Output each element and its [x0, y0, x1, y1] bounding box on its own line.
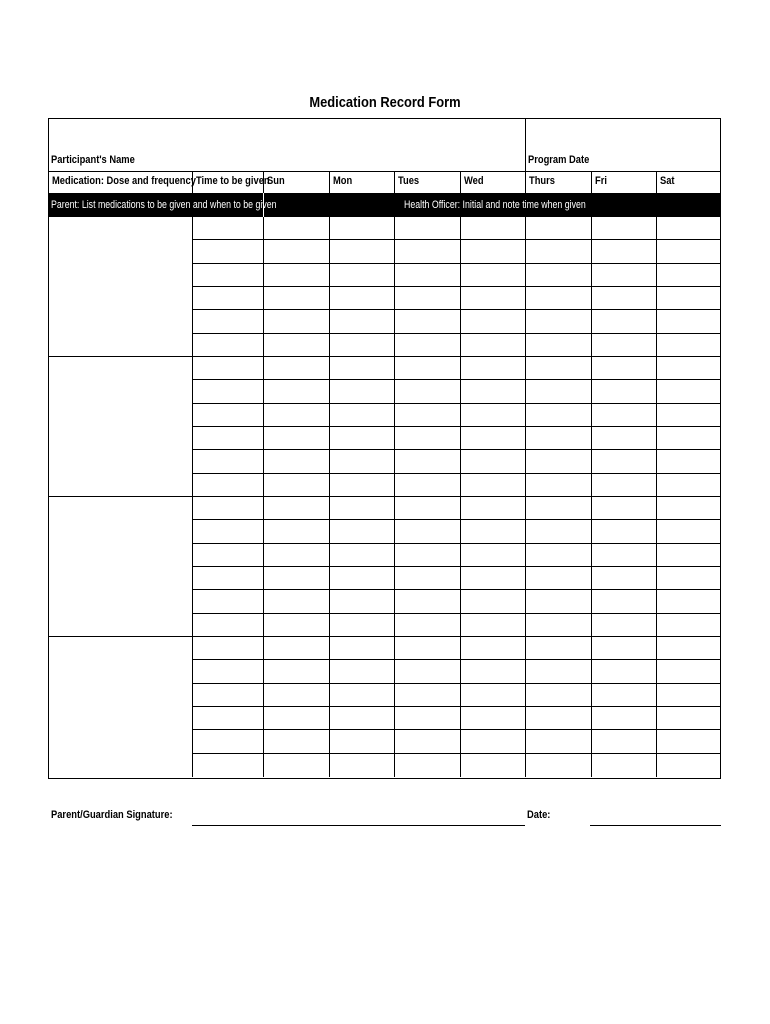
day-cell[interactable]: [592, 684, 657, 707]
day-cell[interactable]: [264, 520, 330, 543]
header-wed: [461, 171, 526, 193]
header-sat: [657, 171, 720, 193]
schedule-row: [193, 567, 720, 590]
day-cell[interactable]: [264, 614, 330, 637]
time-cell[interactable]: [193, 660, 264, 683]
day-cell[interactable]: [330, 660, 395, 683]
schedule-row: [193, 450, 720, 473]
day-cell[interactable]: [526, 450, 592, 473]
day-cell[interactable]: [592, 264, 657, 287]
medication-entry-cell[interactable]: [49, 637, 193, 777]
day-cell[interactable]: [264, 497, 330, 520]
day-cell[interactable]: [264, 544, 330, 567]
schedule-row: [193, 754, 720, 777]
header-tues: [395, 171, 461, 193]
day-cell[interactable]: [526, 380, 592, 403]
day-cell[interactable]: [526, 474, 592, 497]
day-cell[interactable]: [592, 544, 657, 567]
day-cell[interactable]: [657, 264, 720, 287]
header-medication: [49, 171, 196, 193]
day-cell[interactable]: [461, 637, 526, 660]
schedule-row: [193, 590, 720, 613]
day-cell[interactable]: [592, 287, 657, 310]
header-thurs: [526, 171, 592, 193]
day-cell[interactable]: [657, 240, 720, 263]
time-cell[interactable]: [193, 520, 264, 543]
program-date-divider: [525, 119, 526, 171]
day-cell[interactable]: [395, 567, 461, 590]
time-cell[interactable]: [193, 217, 264, 240]
day-cell[interactable]: [395, 544, 461, 567]
day-cell[interactable]: [592, 357, 657, 380]
day-cell[interactable]: [264, 264, 330, 287]
medication-group: [49, 217, 720, 357]
day-cell[interactable]: [330, 590, 395, 613]
day-cell[interactable]: [592, 707, 657, 730]
parent-instruction: Parent: List medications to be given and when to be given: [51, 199, 277, 211]
day-cell[interactable]: [657, 730, 720, 753]
time-cell[interactable]: [193, 637, 264, 660]
header-sun: [264, 171, 330, 193]
header-mon-label: Mon: [333, 175, 353, 187]
schedule-row: [193, 310, 720, 333]
day-cell[interactable]: [264, 404, 330, 427]
day-cell[interactable]: [395, 684, 461, 707]
day-cell[interactable]: [657, 754, 720, 777]
day-cell[interactable]: [461, 544, 526, 567]
day-cell[interactable]: [330, 567, 395, 590]
day-cell[interactable]: [395, 754, 461, 777]
day-cell[interactable]: [330, 357, 395, 380]
schedule-row: [193, 520, 720, 543]
column-header-row: [49, 171, 720, 193]
day-cell[interactable]: [395, 637, 461, 660]
day-cell[interactable]: [330, 637, 395, 660]
day-cell[interactable]: [330, 450, 395, 473]
day-cell[interactable]: [657, 380, 720, 403]
day-cell[interactable]: [592, 217, 657, 240]
day-cell[interactable]: [526, 334, 592, 357]
date-label: Date:: [527, 809, 551, 821]
day-cell[interactable]: [526, 614, 592, 637]
schedule-row: [193, 497, 720, 520]
time-cell[interactable]: [193, 474, 264, 497]
time-cell[interactable]: [193, 614, 264, 637]
day-cell[interactable]: [264, 450, 330, 473]
day-cell[interactable]: [526, 684, 592, 707]
day-cell[interactable]: [395, 404, 461, 427]
day-cell[interactable]: [657, 310, 720, 333]
day-cell[interactable]: [395, 357, 461, 380]
day-cell[interactable]: [395, 264, 461, 287]
day-cell[interactable]: [461, 427, 526, 450]
day-cell[interactable]: [592, 474, 657, 497]
day-cell[interactable]: [592, 380, 657, 403]
day-cell[interactable]: [395, 427, 461, 450]
day-cell[interactable]: [592, 637, 657, 660]
medication-group: [49, 357, 720, 497]
day-cell[interactable]: [395, 450, 461, 473]
time-cell[interactable]: [193, 404, 264, 427]
header-sat-label: Sat: [660, 175, 675, 187]
day-cell[interactable]: [264, 590, 330, 613]
day-cell[interactable]: [395, 497, 461, 520]
schedule-row: [193, 287, 720, 310]
day-cell[interactable]: [657, 637, 720, 660]
day-cell[interactable]: [264, 217, 330, 240]
participant-name-label: Participant's Name: [51, 154, 135, 166]
day-cell[interactable]: [395, 287, 461, 310]
day-cell[interactable]: [657, 544, 720, 567]
day-cell[interactable]: [526, 310, 592, 333]
time-cell[interactable]: [193, 590, 264, 613]
day-cell[interactable]: [330, 240, 395, 263]
medication-entry-cell[interactable]: [49, 357, 193, 496]
day-cell[interactable]: [330, 754, 395, 777]
day-cell[interactable]: [592, 660, 657, 683]
day-cell[interactable]: [330, 707, 395, 730]
day-cell[interactable]: [592, 240, 657, 263]
medication-record-table: [48, 118, 721, 779]
medication-group: [49, 497, 720, 637]
day-cell[interactable]: [526, 427, 592, 450]
day-cell[interactable]: [264, 334, 330, 357]
day-cell[interactable]: [461, 730, 526, 753]
day-cell[interactable]: [526, 217, 592, 240]
day-cell[interactable]: [657, 520, 720, 543]
signature-label: Parent/Guardian Signature:: [51, 809, 173, 821]
day-cell[interactable]: [461, 660, 526, 683]
day-cell[interactable]: [461, 264, 526, 287]
day-cell[interactable]: [264, 684, 330, 707]
day-cell[interactable]: [461, 754, 526, 777]
day-cell[interactable]: [592, 334, 657, 357]
day-cell[interactable]: [657, 474, 720, 497]
day-cell[interactable]: [657, 357, 720, 380]
day-cell[interactable]: [657, 614, 720, 637]
day-cell[interactable]: [461, 474, 526, 497]
day-cell[interactable]: [264, 357, 330, 380]
time-cell[interactable]: [193, 684, 264, 707]
parent-instruction-cell: [49, 193, 277, 217]
day-cell[interactable]: [395, 730, 461, 753]
day-cell[interactable]: [526, 544, 592, 567]
date-field[interactable]: [590, 825, 721, 826]
day-cell[interactable]: [592, 754, 657, 777]
day-cell[interactable]: [330, 404, 395, 427]
day-cell[interactable]: [395, 334, 461, 357]
day-cell[interactable]: [657, 684, 720, 707]
day-cell[interactable]: [330, 497, 395, 520]
day-cell[interactable]: [330, 520, 395, 543]
schedule-block: [193, 217, 720, 356]
header-tues-label: Tues: [398, 175, 420, 187]
day-cell[interactable]: [330, 380, 395, 403]
day-cell[interactable]: [330, 544, 395, 567]
day-cell[interactable]: [461, 287, 526, 310]
day-cell[interactable]: [264, 380, 330, 403]
program-date-label: Program Date: [528, 154, 590, 166]
schedule-row: [193, 660, 720, 683]
day-cell[interactable]: [592, 567, 657, 590]
day-cell[interactable]: [461, 310, 526, 333]
day-cell[interactable]: [264, 707, 330, 730]
medication-entry-cell[interactable]: [49, 497, 193, 636]
day-cell[interactable]: [461, 380, 526, 403]
health-officer-instruction: Health Officer: Initial and note time when given: [404, 199, 586, 211]
schedule-block: [193, 497, 720, 636]
day-cell[interactable]: [526, 264, 592, 287]
day-cell[interactable]: [461, 520, 526, 543]
medication-entry-cell[interactable]: [49, 217, 193, 356]
day-cell[interactable]: [657, 404, 720, 427]
header-mon: [330, 171, 395, 193]
day-cell[interactable]: [526, 707, 592, 730]
day-cell[interactable]: [395, 310, 461, 333]
day-cell[interactable]: [461, 497, 526, 520]
day-cell[interactable]: [526, 730, 592, 753]
time-cell[interactable]: [193, 240, 264, 263]
day-cell[interactable]: [461, 590, 526, 613]
day-cell[interactable]: [657, 660, 720, 683]
header-wed-label: Wed: [464, 175, 484, 187]
schedule-block: [193, 637, 720, 777]
day-cell[interactable]: [526, 240, 592, 263]
medication-grid: [49, 217, 720, 777]
time-cell[interactable]: [193, 754, 264, 777]
day-cell[interactable]: [330, 217, 395, 240]
schedule-row: [193, 334, 720, 357]
time-cell[interactable]: [193, 544, 264, 567]
day-cell[interactable]: [395, 380, 461, 403]
day-cell[interactable]: [330, 730, 395, 753]
day-cell[interactable]: [330, 334, 395, 357]
day-cell[interactable]: [592, 730, 657, 753]
day-cell[interactable]: [461, 450, 526, 473]
time-cell[interactable]: [193, 334, 264, 357]
schedule-row: [193, 404, 720, 427]
time-cell[interactable]: [193, 310, 264, 333]
schedule-row: [193, 614, 720, 637]
day-cell[interactable]: [395, 707, 461, 730]
day-cell[interactable]: [592, 614, 657, 637]
schedule-row: [193, 427, 720, 450]
time-cell[interactable]: [193, 707, 264, 730]
day-cell[interactable]: [330, 684, 395, 707]
day-cell[interactable]: [592, 497, 657, 520]
day-cell[interactable]: [461, 357, 526, 380]
day-cell[interactable]: [461, 614, 526, 637]
day-cell[interactable]: [395, 217, 461, 240]
day-cell[interactable]: [461, 334, 526, 357]
day-cell[interactable]: [264, 287, 330, 310]
day-cell[interactable]: [592, 427, 657, 450]
day-cell[interactable]: [395, 520, 461, 543]
day-cell[interactable]: [526, 567, 592, 590]
header-fri-label: Fri: [595, 175, 607, 187]
day-cell[interactable]: [526, 497, 592, 520]
signature-field[interactable]: [192, 825, 525, 826]
header-time: [193, 171, 270, 193]
schedule-row: [193, 240, 720, 263]
day-cell[interactable]: [526, 520, 592, 543]
day-cell[interactable]: [264, 310, 330, 333]
day-cell[interactable]: [330, 614, 395, 637]
medication-group: [49, 637, 720, 777]
time-cell[interactable]: [193, 357, 264, 380]
day-cell[interactable]: [526, 287, 592, 310]
header-time-label: Time to be given: [196, 175, 270, 187]
day-cell[interactable]: [264, 730, 330, 753]
day-cell[interactable]: [592, 310, 657, 333]
header-fri: [592, 171, 657, 193]
time-cell[interactable]: [193, 450, 264, 473]
form-title: Medication Record Form: [309, 94, 461, 111]
day-cell[interactable]: [264, 474, 330, 497]
day-cell[interactable]: [395, 474, 461, 497]
day-cell[interactable]: [592, 520, 657, 543]
time-cell[interactable]: [193, 427, 264, 450]
day-cell[interactable]: [461, 217, 526, 240]
day-cell[interactable]: [461, 404, 526, 427]
day-cell[interactable]: [330, 474, 395, 497]
schedule-block: [193, 357, 720, 496]
time-cell[interactable]: [193, 380, 264, 403]
schedule-row: [193, 730, 720, 753]
day-cell[interactable]: [526, 660, 592, 683]
schedule-row: [193, 357, 720, 380]
day-cell[interactable]: [264, 754, 330, 777]
day-cell[interactable]: [592, 404, 657, 427]
day-cell[interactable]: [526, 357, 592, 380]
day-cell[interactable]: [395, 660, 461, 683]
day-cell[interactable]: [264, 427, 330, 450]
day-cell[interactable]: [264, 637, 330, 660]
day-cell[interactable]: [657, 567, 720, 590]
day-cell[interactable]: [657, 707, 720, 730]
day-cell[interactable]: [330, 310, 395, 333]
instruction-bar: [49, 193, 720, 217]
day-cell[interactable]: [657, 427, 720, 450]
day-cell[interactable]: [592, 590, 657, 613]
day-cell[interactable]: [264, 660, 330, 683]
time-cell[interactable]: [193, 497, 264, 520]
day-cell[interactable]: [657, 590, 720, 613]
time-cell[interactable]: [193, 264, 264, 287]
schedule-row: [193, 707, 720, 730]
day-cell[interactable]: [657, 497, 720, 520]
day-cell[interactable]: [461, 567, 526, 590]
schedule-row: [193, 684, 720, 707]
schedule-row: [193, 474, 720, 497]
day-cell[interactable]: [461, 684, 526, 707]
day-cell[interactable]: [395, 240, 461, 263]
day-cell[interactable]: [330, 287, 395, 310]
day-cell[interactable]: [395, 590, 461, 613]
schedule-row: [193, 217, 720, 240]
day-cell[interactable]: [461, 240, 526, 263]
day-cell[interactable]: [395, 614, 461, 637]
day-cell[interactable]: [264, 567, 330, 590]
day-cell[interactable]: [330, 427, 395, 450]
day-cell[interactable]: [657, 334, 720, 357]
day-cell[interactable]: [526, 590, 592, 613]
day-cell[interactable]: [657, 217, 720, 240]
time-cell[interactable]: [193, 730, 264, 753]
time-cell[interactable]: [193, 287, 264, 310]
schedule-row: [193, 264, 720, 287]
header-sun-label: Sun: [267, 175, 285, 187]
schedule-row: [193, 544, 720, 567]
day-cell[interactable]: [657, 287, 720, 310]
day-cell[interactable]: [461, 707, 526, 730]
day-cell[interactable]: [526, 754, 592, 777]
day-cell[interactable]: [592, 450, 657, 473]
schedule-row: [193, 380, 720, 403]
day-cell[interactable]: [264, 240, 330, 263]
header-thurs-label: Thurs: [529, 175, 555, 187]
day-cell[interactable]: [526, 637, 592, 660]
schedule-row: [193, 637, 720, 660]
day-cell[interactable]: [330, 264, 395, 287]
header-medication-label: Medication: Dose and frequency: [52, 175, 196, 187]
day-cell[interactable]: [526, 404, 592, 427]
time-cell[interactable]: [193, 567, 264, 590]
day-cell[interactable]: [657, 450, 720, 473]
